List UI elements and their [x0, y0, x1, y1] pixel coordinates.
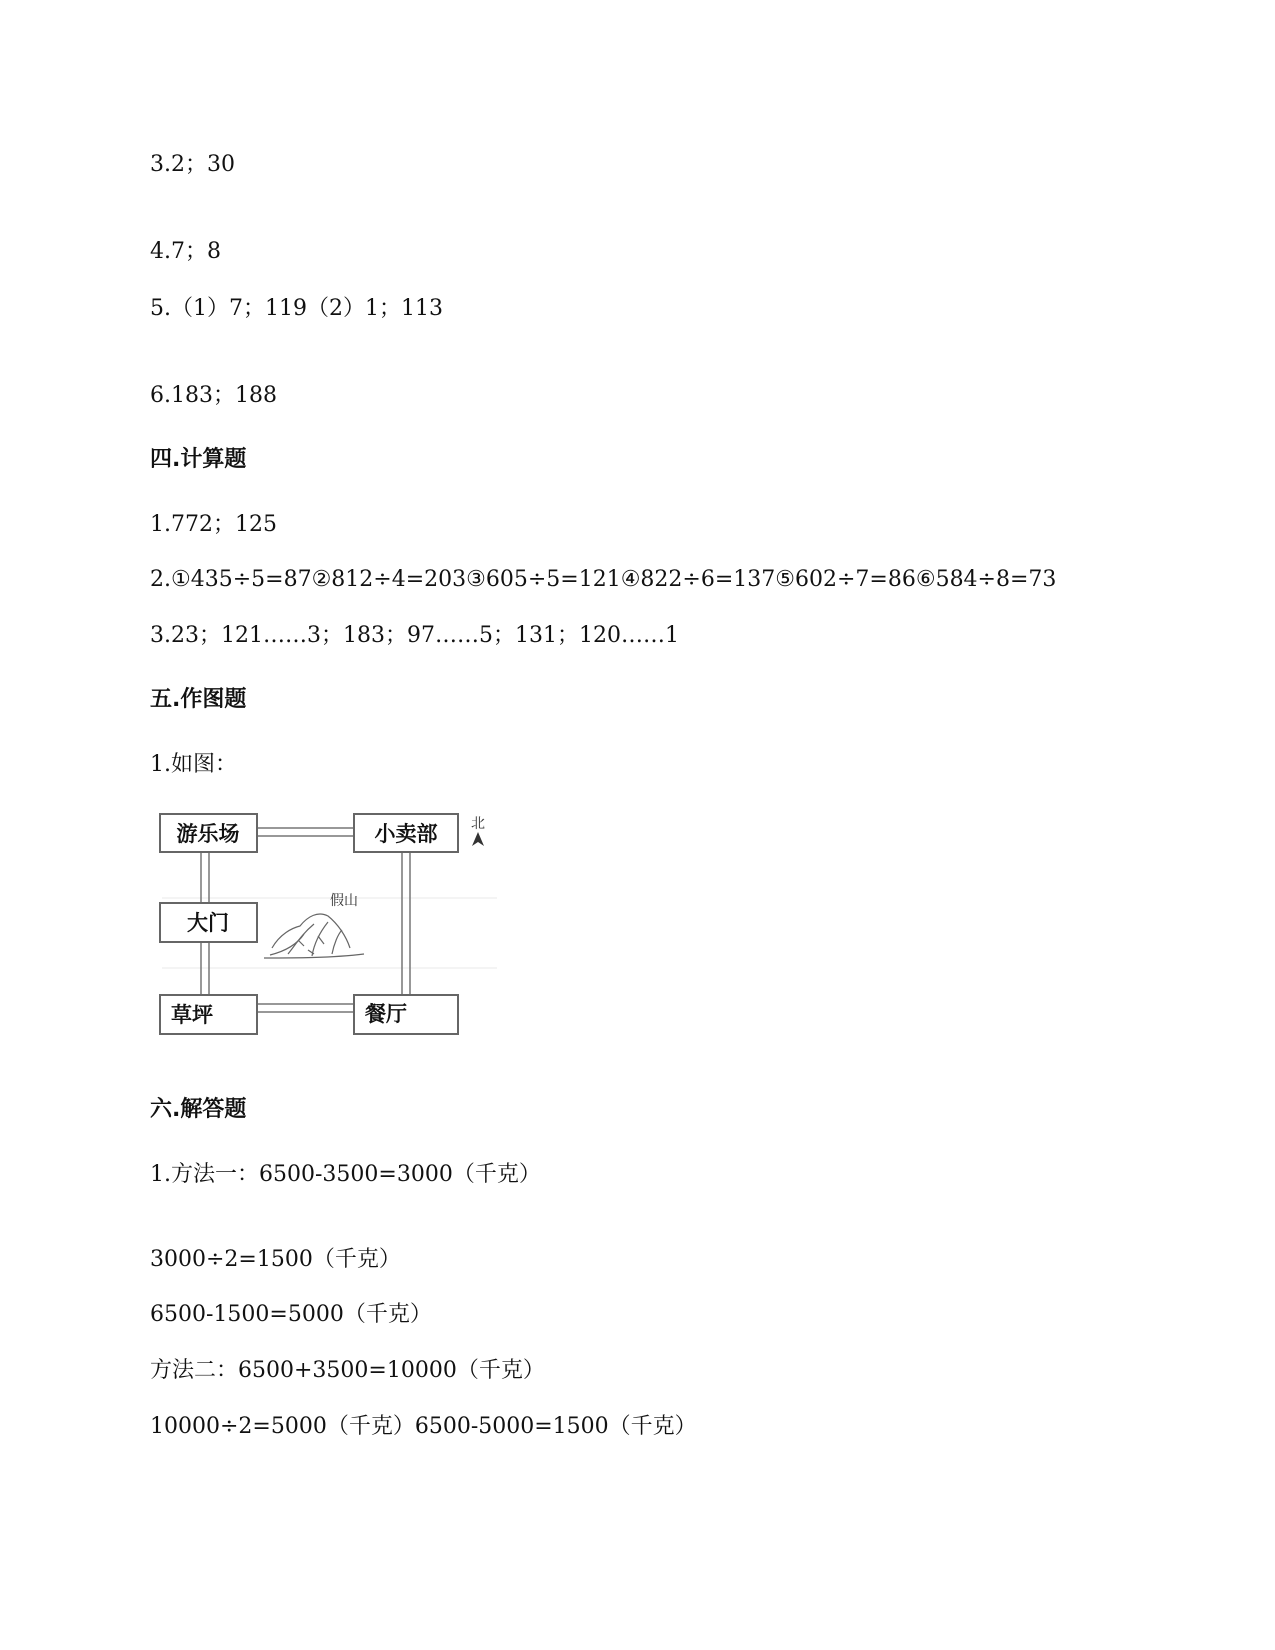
- map-label-gate: 大门: [187, 911, 229, 935]
- calc-answer-2: 2.①435÷5=87②812÷4=203③605÷5=121④822÷6=137⑤602÷7=86⑥584÷8=73: [150, 567, 1057, 592]
- map-label-restaurant: 餐厅: [365, 1002, 407, 1026]
- drawing-answer-1: 1.如图：: [150, 752, 237, 777]
- answer-3-2: 3.2；30: [150, 152, 235, 177]
- solution-line-1: 1.方法一：6500-3500=3000（千克）: [150, 1162, 541, 1187]
- solution-line-5: 10000÷2=5000（千克）6500-5000=1500（千克）: [150, 1414, 697, 1439]
- park-map-figure: [152, 808, 517, 1053]
- north-arrow-icon: [472, 832, 484, 846]
- section-heading-calculation: 四.计算题: [150, 447, 247, 472]
- map-label-north: 北: [471, 816, 485, 832]
- answer-3-6: 6.183；188: [150, 383, 277, 408]
- answer-3-4: 4.7；8: [150, 239, 221, 264]
- answer-3-5: 5.（1）7；119（2）1；113: [150, 296, 443, 321]
- map-label-playground: 游乐场: [176, 822, 240, 846]
- solution-line-2: 3000÷2=1500（千克）: [150, 1247, 401, 1272]
- solution-line-3: 6500-1500=5000（千克）: [150, 1302, 432, 1327]
- map-label-shop: 小卖部: [374, 822, 438, 846]
- calc-answer-1: 1.772；125: [150, 512, 277, 537]
- map-label-rockery: 假山: [330, 893, 358, 909]
- rockery-icon: [264, 914, 364, 958]
- solution-line-4: 方法二：6500+3500=10000（千克）: [150, 1358, 545, 1383]
- section-heading-drawing: 五.作图题: [150, 687, 247, 712]
- calc-answer-3: 3.23；121……3；183；97……5；131；120……1: [150, 623, 679, 648]
- section-heading-solution: 六.解答题: [150, 1097, 247, 1122]
- map-label-lawn: 草坪: [171, 1003, 213, 1027]
